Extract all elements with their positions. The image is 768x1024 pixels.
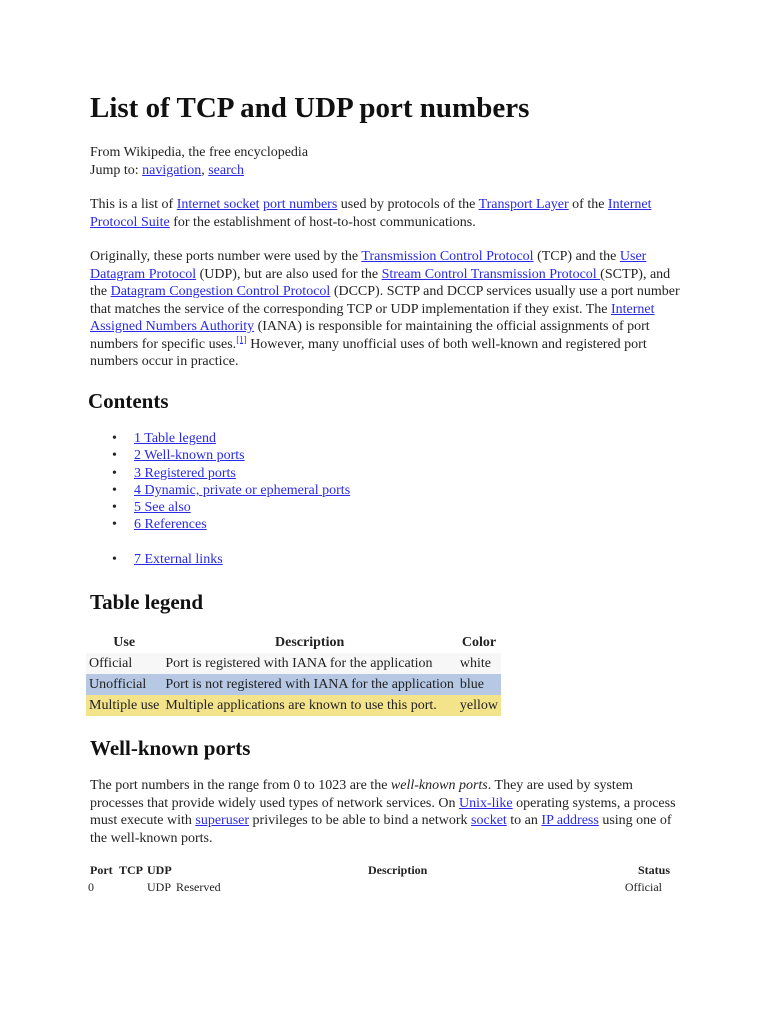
legend-cell-description: Port is not registered with IANA for the application: [162, 674, 457, 695]
ports-header-row: [88, 862, 672, 879]
toc-link-dynamic-ports[interactable]: 4 Dynamic, private or ephemeral ports: [134, 482, 351, 498]
ports-header-udp: UDP: [147, 863, 172, 877]
intro-paragraph: This is a list of Internet socket port numbers used by protocols of the Transport Layer of the Internet Protocol Suite for the establishment of host-to-host communications.: [90, 197, 652, 230]
legend-cell-color: yellow: [457, 695, 501, 716]
toc-link-well-known-ports[interactable]: 2 Well-known ports: [134, 448, 245, 464]
well-known-paragraph: The port numbers in the range from 0 to 1023 are the well-known ports. They are used by system processes that provide widely used types of network services. On Unix-like operating systems, a process must execute with superuser privileges to be able to bind a network socket to an IP address using one of the well-known ports.: [90, 778, 676, 846]
ports-header-tcp: TCP: [119, 863, 143, 877]
toc-item: [90, 499, 350, 516]
article-subtitle: [90, 144, 308, 179]
ports-header-description: Description: [368, 863, 428, 877]
link-sctp[interactable]: Stream Control Transmission Protocol: [381, 266, 601, 282]
link-unix-like[interactable]: Unix-like: [458, 795, 513, 811]
ports-cell-description: Reserved: [176, 880, 221, 894]
ports-table: [88, 862, 672, 896]
link-internet-protocol-suite[interactable]: Internet Protocol Suite: [90, 197, 652, 230]
table-row: [88, 879, 672, 896]
toc-item: [90, 482, 350, 499]
link-transport-layer[interactable]: Transport Layer: [478, 197, 569, 212]
legend-row-official: [86, 653, 501, 674]
legend-cell-use: Multiple use: [86, 695, 162, 716]
jump-to-label: Jump to:: [90, 162, 139, 178]
link-internet-socket[interactable]: Internet socket: [176, 197, 260, 212]
link-dccp[interactable]: Datagram Congestion Control Protocol: [110, 284, 331, 299]
legend-row-multiple-use: [86, 695, 501, 716]
toc-item: [90, 516, 350, 533]
well-known-ports-heading: Well-known ports: [90, 736, 251, 760]
ports-cell-udp: UDP: [147, 880, 172, 894]
link-tcp[interactable]: Transmission Control Protocol: [361, 249, 534, 264]
toc-link-registered-ports[interactable]: 3 Registered ports: [134, 465, 236, 481]
reference-1-link[interactable]: [1]: [236, 333, 247, 344]
toc-link-references[interactable]: 6 References: [134, 517, 207, 533]
page-title: List of TCP and UDP port numbers: [90, 92, 530, 124]
table-of-contents: [90, 430, 350, 568]
legend-cell-use: Unofficial: [86, 674, 162, 695]
link-superuser[interactable]: superuser: [195, 813, 250, 828]
toc-item: [90, 447, 350, 464]
jump-navigation-link[interactable]: navigation: [142, 162, 202, 178]
legend-cell-use: Official: [86, 653, 162, 674]
toc-link-table-legend[interactable]: 1 Table legend: [134, 431, 216, 446]
toc-item: [90, 465, 350, 482]
legend-cell-color: white: [457, 653, 501, 674]
link-iana[interactable]: Internet Assigned Numbers Authority: [90, 301, 655, 334]
legend-cell-description: Port is registered with IANA for the application: [162, 653, 457, 674]
ports-header-port: Port: [90, 863, 113, 877]
legend-header-use: Use: [113, 634, 136, 650]
legend-header-description: Description: [275, 634, 345, 650]
legend-table: [86, 632, 501, 716]
link-ip-address[interactable]: IP address: [541, 813, 599, 828]
link-socket[interactable]: socket: [471, 813, 507, 828]
jump-search-link[interactable]: search: [208, 162, 244, 178]
ports-cell-status: Official: [624, 880, 662, 894]
toc-link-external-links[interactable]: 7 External links: [134, 551, 223, 567]
link-udp[interactable]: User Datagram Protocol: [90, 249, 647, 282]
legend-header-color: Color: [461, 634, 497, 650]
from-wikipedia-text: From Wikipedia, the free encyclopedia: [90, 145, 309, 160]
legend-cell-color: blue: [457, 674, 501, 695]
toc-item: [90, 430, 350, 447]
ports-header-status: Status: [637, 863, 670, 877]
ports-cell-port: 0: [88, 880, 94, 894]
toc-item: [90, 551, 350, 568]
toc-link-see-also[interactable]: 5 See also: [134, 500, 191, 516]
origin-paragraph: Originally, these ports number were used by the Transmission Control Protocol (TCP) and the User Datagram Protocol (UDP), but are also used for the Stream Control Transmission Protocol (SCTP), and the Datagram Congestion Control Protocol (DCCP). SCTP and DCCP services usually use a port number that matches the service of the corresponding TCP or UDP implementation if they exist. The Internet Assigned Numbers Authority (IANA) is responsible for maintaining the official assignments of port numbers for specific uses.[1] However, many unofficial uses of both well-known and registered port numbers occur in practice.: [90, 249, 680, 369]
legend-cell-description: Multiple applications are known to use this port.: [162, 695, 457, 716]
table-legend-heading: Table legend: [90, 590, 203, 614]
jump-to-line: Jump to: navigation, search: [90, 162, 244, 178]
legend-header-row: [86, 632, 501, 653]
link-port-numbers[interactable]: port numbers: [263, 197, 338, 212]
contents-heading: Contents: [88, 389, 169, 413]
legend-row-unofficial: [86, 674, 501, 695]
